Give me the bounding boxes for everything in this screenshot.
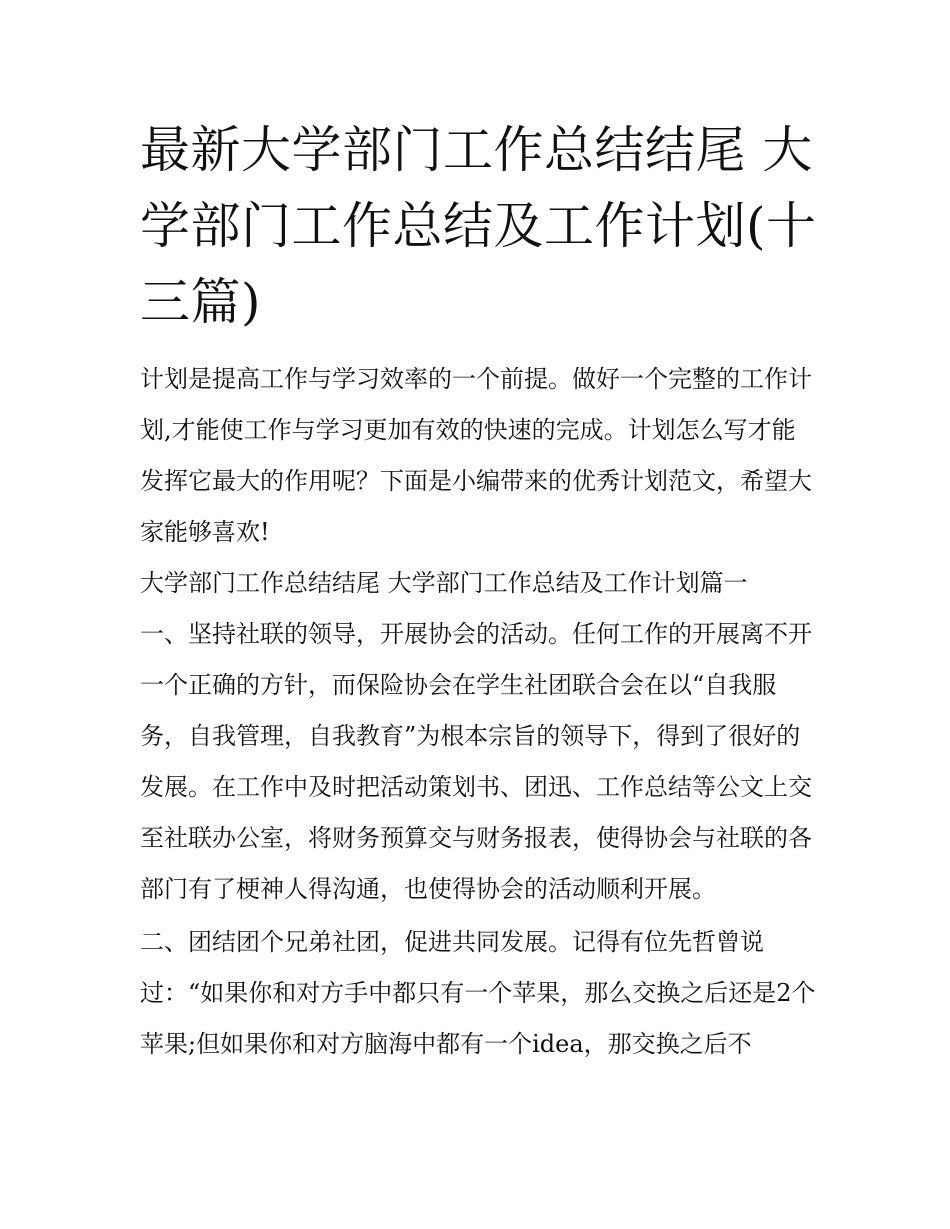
body-paragraph-2: 二、团结团个兄弟社团，促进共同发展。记得有位先哲曾说过：“如果你和对方手中都只有一个苹果，那么交换之后还是2个苹果;但如果你和对方脑海中都有一个idea，那交换之后不 <box>140 928 816 1058</box>
body-paragraph-1: 一、坚持社联的领导，开展协会的活动。任何工作的开展离不开一个正确的方针，而保险协会在学生社团联合会在以“自我服务，自我管理，自我教育”为根本宗旨的领导下，得到了很好的发展。在工作中及时把活动策划书、团迅、工作总结等公文上交至社联办公室，将财务预算交与财务报表，使得协会与社联的各部门有了梗神人得沟通，也使得协会的活动顺利开展。 <box>140 620 812 903</box>
section-heading: 大学部门工作总结结尾 大学部门工作总结及工作计划篇一 <box>140 569 748 597</box>
document-title: 最新大学部门工作总结结尾 大学部门工作总结及工作计划(十三篇) <box>140 121 817 331</box>
document-body <box>140 354 816 1070</box>
intro-paragraph: 计划是提高工作与学习效率的一个前提。做好一个完整的工作计划,才能使工作与学习更加有效的快速的完成。计划怎么写才能发挥它最大的作用呢？下面是小编带来的优秀计划范文，希望大家能够喜欢! <box>140 365 812 546</box>
